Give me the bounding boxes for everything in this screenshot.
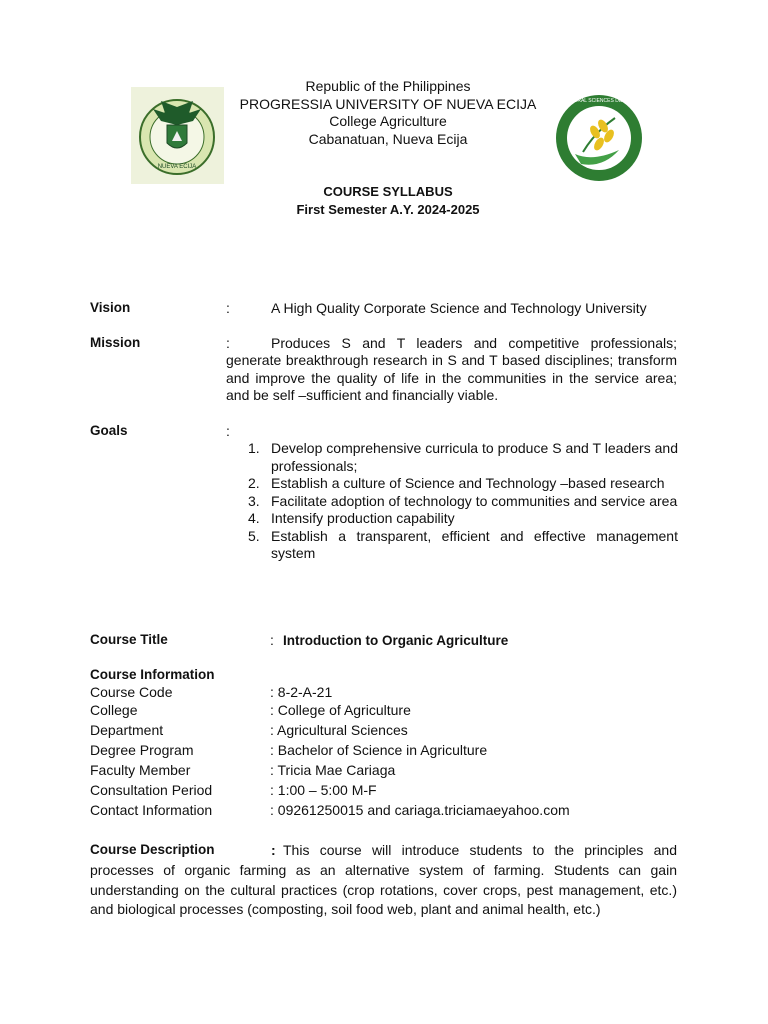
info-row-consultation-period: Consultation Period : 1:00 – 5:00 M-F xyxy=(90,782,377,798)
syllabus-title-block xyxy=(200,183,576,218)
institution-header xyxy=(200,78,576,148)
vision-label: Vision xyxy=(90,300,131,315)
goals-label: Goals xyxy=(90,423,128,438)
mission-text: generate breakthrough research in S and T based disciplines; transform and improve the quality of life in the communities in the service area; and be self –sufficient and financially viable. xyxy=(226,352,677,403)
info-row-college: College : College of Agriculture xyxy=(90,702,411,718)
svg-text:NUEVA ECIJA: NUEVA ECIJA xyxy=(157,164,197,170)
college-line: College Agriculture xyxy=(329,113,447,129)
goal-item: 4. Intensify production capability xyxy=(248,510,455,526)
mission-label: Mission xyxy=(90,335,141,350)
goal-item: 5. Establish a transparent, efficient and effective management system xyxy=(248,527,678,561)
vision-text: A High Quality Corporate Science and Technology University xyxy=(271,300,647,316)
mission-colon: : xyxy=(226,335,230,351)
course-description-first-line: This course will introduce students to the principles and xyxy=(283,842,677,858)
info-row-course-code: Course Code : 8-2-A-21 xyxy=(90,684,333,700)
svg-text:AGRICULTURAL SCIENCES DEPARTME: AGRICULTURAL SCIENCES DEPARTMENT xyxy=(553,98,645,104)
course-description-label: Course Description xyxy=(90,842,215,857)
course-title-label: Course Title xyxy=(90,632,168,647)
info-row-faculty-member: Faculty Member : Tricia Mae Cariaga xyxy=(90,762,396,778)
goal-item: 2. Establish a culture of Science and Technology –based research xyxy=(248,475,665,491)
course-description-text: processes of organic farming as an alternative system of farming. Students can gain understanding on the cultural practices (crop rotations, cover crops, pest management, etc.) and biological processes (composting, soil food web, plant and animal health, etc.) xyxy=(90,862,677,917)
info-row-contact-information: Contact Information : 09261250015 and cariaga.triciamaeyahoo.com xyxy=(90,802,570,818)
goals-colon: : xyxy=(226,423,230,439)
university-name: PROGRESSIA UNIVERSITY OF NUEVA ECIJA xyxy=(239,95,537,112)
country-line: Republic of the Philippines xyxy=(305,78,471,94)
goal-item: 1. Develop comprehensive curricula to produce S and T leaders and professionals; xyxy=(248,440,678,474)
mission-text-first-line: Produces S and T leaders and competitive professionals; xyxy=(271,335,677,351)
course-info-heading: Course Information xyxy=(90,667,215,682)
goals-list xyxy=(248,440,678,563)
course-title-colon: : xyxy=(270,632,274,648)
semester-line: First Semester A.Y. 2024-2025 xyxy=(296,201,480,217)
info-row-degree-program: Degree Program : Bachelor of Science in Agriculture xyxy=(90,742,488,758)
location-line: Cabanatuan, Nueva Ecija xyxy=(308,130,468,147)
goal-item: 3. Facilitate adoption of technology to communities and service area xyxy=(248,492,678,509)
info-row-department: Department : Agricultural Sciences xyxy=(90,722,408,738)
course-title-value: Introduction to Organic Agriculture xyxy=(283,633,509,648)
document-title: COURSE SYLLABUS xyxy=(323,184,453,199)
course-description-colon: : xyxy=(271,842,276,858)
vision-colon: : xyxy=(226,300,230,316)
